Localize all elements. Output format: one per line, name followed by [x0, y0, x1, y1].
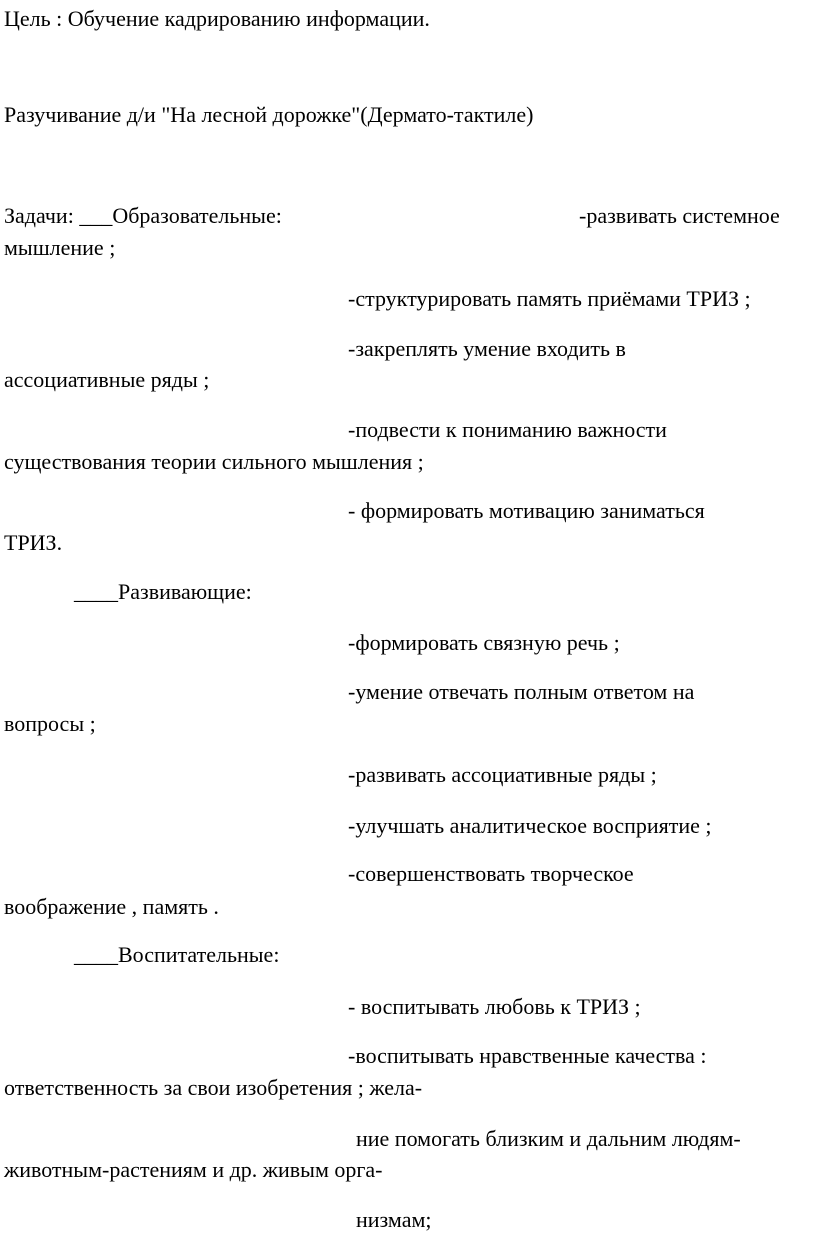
upb-item-2a: -воспитывать нравственные качества : — [348, 1043, 707, 1068]
goal-line: Цель : Обучение кадрированию информации. — [4, 6, 430, 31]
dev-item-5b: воображение , память . — [4, 894, 219, 919]
tasks-label: Задачи: ___Образовательные: — [4, 203, 282, 228]
learning-line: Разучивание д/и "На лесной дорожке"(Дермато-тактиле) — [4, 102, 534, 127]
dev-item-2a: -умение отвечать полным ответом на — [348, 679, 695, 704]
dev-label: ____Развивающие: — [74, 579, 252, 604]
edu-item-5a: - формировать мотивацию заниматься — [348, 498, 705, 523]
edu-item-4a: -подвести к пониманию важности — [348, 417, 667, 442]
edu-item-4b: существования теории сильного мышления ; — [4, 449, 424, 474]
upb-item-2e: низмам; — [356, 1207, 432, 1232]
dev-item-4: -улучшать аналитическое восприятие ; — [348, 813, 712, 838]
upb-item-1: - воспитывать любовь к ТРИЗ ; — [348, 994, 641, 1019]
upb-item-2d: животным-растениям и др. живым орга- — [4, 1157, 383, 1182]
dev-item-2b: вопросы ; — [4, 711, 96, 736]
dev-item-1: -формировать связную речь ; — [348, 630, 620, 655]
edu-item-2: -структурировать память приёмами ТРИЗ ; — [348, 286, 751, 311]
edu-item-1a: -развивать системное — [579, 203, 780, 228]
dev-item-3: -развивать ассоциативные ряды ; — [348, 762, 657, 787]
edu-item-3b: ассоциативные ряды ; — [4, 367, 210, 392]
edu-item-3a: -закреплять умение входить в — [348, 336, 626, 361]
upb-label: ____Воспитательные: — [74, 942, 280, 967]
edu-item-5b: ТРИЗ. — [4, 530, 63, 555]
upb-item-2c: ние помогать близким и дальним людям- — [356, 1126, 741, 1151]
dev-item-5a: -совершенствовать творческое — [348, 861, 634, 886]
edu-item-1b: мышление ; — [4, 235, 116, 260]
upb-item-2b: ответственность за свои изобретения ; жела- — [4, 1075, 423, 1100]
